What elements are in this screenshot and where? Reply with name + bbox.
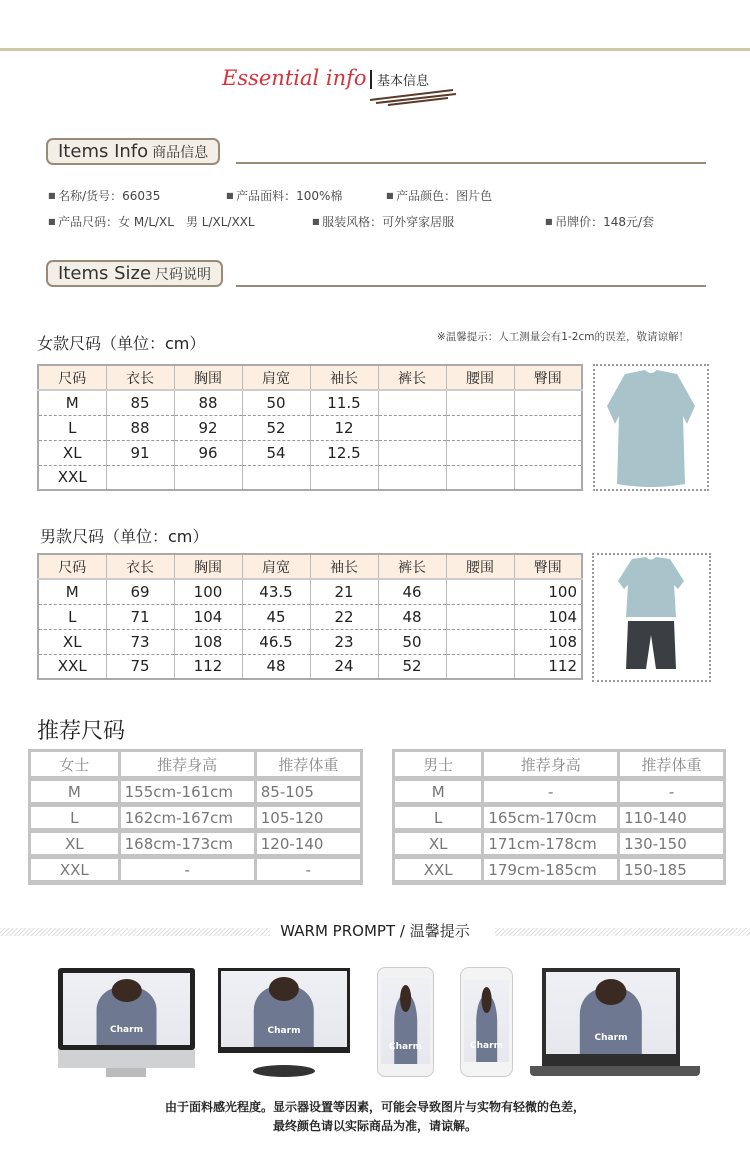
- table-cell: 130-150: [619, 831, 725, 857]
- section-divider: [236, 285, 706, 287]
- info-item-number: ■ 名称/货号：66035: [48, 187, 160, 204]
- table-cell: [514, 465, 582, 490]
- column-header: 裤长: [378, 365, 446, 390]
- table-cell: 54: [242, 440, 310, 465]
- table-cell: 108: [514, 629, 582, 654]
- column-header: 尺码: [38, 365, 106, 390]
- column-header: 腰围: [446, 365, 514, 390]
- table-cell: [446, 465, 514, 490]
- men-recommend-table: [392, 749, 726, 885]
- table-cell: 85: [106, 390, 174, 415]
- table-cell: [106, 465, 174, 490]
- table-cell: 112: [174, 654, 242, 679]
- imac-device: [58, 968, 195, 1050]
- table-cell: 52: [242, 415, 310, 440]
- table-cell: 21: [310, 579, 378, 604]
- color-disclaimer-line1: 由于面料感光程度。显示器设置等因素，可能会导致图片与实物有轻微的色差，: [164, 1100, 585, 1114]
- table-row: [38, 579, 582, 604]
- table-cell: XL: [38, 629, 106, 654]
- column-header: 衣长: [106, 365, 174, 390]
- laptop-base: [530, 1066, 700, 1076]
- screen-print-text: Charm: [470, 1040, 503, 1051]
- items-size-cn: 尺码说明: [155, 267, 212, 283]
- table-cell: [242, 465, 310, 490]
- table-cell: 71: [106, 604, 174, 629]
- measurement-note: ※温馨提示：人工测量会有1-2cm的误差，敬请谅解！: [437, 331, 689, 343]
- column-header: 臀围: [514, 554, 582, 579]
- table-cell: 43.5: [242, 579, 310, 604]
- table-cell: 179cm-185cm: [483, 857, 619, 883]
- info-color: ■ 产品颜色：图片色: [386, 187, 492, 204]
- table-cell: 112: [514, 654, 582, 679]
- items-size-label: [46, 260, 223, 287]
- men-outfit-image: [592, 553, 711, 682]
- top-divider: [0, 48, 750, 51]
- table-row: [394, 831, 725, 857]
- scribble-decoration: [368, 88, 458, 106]
- table-cell: 91: [106, 440, 174, 465]
- header-row: [394, 751, 725, 779]
- column-header: 推荐体重: [619, 751, 725, 779]
- column-header: 推荐身高: [483, 751, 619, 779]
- table-cell: 69: [106, 579, 174, 604]
- table-cell: -: [619, 779, 725, 805]
- table-cell: 96: [174, 440, 242, 465]
- table-row: [38, 465, 582, 490]
- women-size-title: 女款尺码（单位：cm）: [37, 334, 206, 353]
- column-header: 裤长: [378, 554, 446, 579]
- table-cell: 108: [174, 629, 242, 654]
- women-recommend-table: [28, 749, 363, 885]
- table-cell: 104: [514, 604, 582, 629]
- column-header: 胸围: [174, 365, 242, 390]
- essential-info-cn: 基本信息: [370, 70, 429, 89]
- table-cell: 11.5: [310, 390, 378, 415]
- table-cell: M: [38, 390, 106, 415]
- laptop-device: [542, 968, 680, 1068]
- table-cell: 73: [106, 629, 174, 654]
- items-info-cn: 商品信息: [152, 145, 209, 161]
- column-header: 推荐身高: [119, 751, 255, 779]
- table-cell: 46.5: [242, 629, 310, 654]
- table-cell: [378, 440, 446, 465]
- color-disclaimer-line2: 最终颜色请以实际商品为准，请谅解。: [272, 1119, 477, 1133]
- header-row: [30, 751, 362, 779]
- table-cell: 110-140: [619, 805, 725, 831]
- column-header: 女士: [30, 751, 120, 779]
- table-cell: 46: [378, 579, 446, 604]
- column-header: 男士: [394, 751, 483, 779]
- column-header: 臀围: [514, 365, 582, 390]
- table-cell: 12.5: [310, 440, 378, 465]
- table-row: [30, 857, 362, 883]
- table-cell: XXL: [38, 654, 106, 679]
- screen-print-text: Charm: [267, 1026, 301, 1037]
- table-cell: 165cm-170cm: [483, 805, 619, 831]
- warm-prompt-title: [0, 920, 750, 941]
- table-row: [38, 415, 582, 440]
- table-cell: M: [394, 779, 483, 805]
- table-cell: 92: [174, 415, 242, 440]
- column-header: 胸围: [174, 554, 242, 579]
- essential-info-title: Essential info: [222, 66, 367, 90]
- table-row: [38, 629, 582, 654]
- table-cell: 45: [242, 604, 310, 629]
- items-info-en: Items Info: [58, 141, 149, 162]
- table-row: [38, 390, 582, 415]
- table-cell: 48: [242, 654, 310, 679]
- table-cell: 24: [310, 654, 378, 679]
- table-cell: -: [483, 779, 619, 805]
- table-cell: 12: [310, 415, 378, 440]
- monitor-device: [218, 968, 350, 1053]
- table-cell: L: [38, 604, 106, 629]
- women-size-table: [37, 364, 583, 491]
- table-cell: L: [38, 415, 106, 440]
- column-header: 袖长: [310, 365, 378, 390]
- men-size-table: [37, 553, 583, 680]
- table-cell: XXL: [30, 857, 120, 883]
- table-cell: [446, 654, 514, 679]
- table-cell: 88: [106, 415, 174, 440]
- table-cell: 120-140: [255, 831, 361, 857]
- table-cell: -: [119, 857, 255, 883]
- table-cell: 104: [174, 604, 242, 629]
- section-divider: [236, 162, 706, 164]
- column-header: 衣长: [106, 554, 174, 579]
- header-row: [38, 365, 582, 390]
- screen-print-text: Charm: [594, 1032, 628, 1043]
- table-cell: [446, 390, 514, 415]
- table-cell: [514, 390, 582, 415]
- table-cell: L: [394, 805, 483, 831]
- items-size-en: Items Size: [58, 263, 152, 284]
- column-header: 推荐体重: [255, 751, 361, 779]
- info-fabric: ■ 产品面料：100%棉: [226, 187, 342, 204]
- table-cell: 48: [378, 604, 446, 629]
- women-shirt-image: [593, 364, 709, 491]
- screen-print-text: Charm: [389, 1041, 422, 1052]
- table-cell: M: [38, 579, 106, 604]
- table-cell: [310, 465, 378, 490]
- iphone-device: [460, 967, 513, 1077]
- table-row: [38, 440, 582, 465]
- table-cell: XL: [394, 831, 483, 857]
- table-cell: 171cm-178cm: [483, 831, 619, 857]
- table-cell: 22: [310, 604, 378, 629]
- table-row: [38, 654, 582, 679]
- table-cell: -: [255, 857, 361, 883]
- header-row: [38, 554, 582, 579]
- table-cell: 50: [242, 390, 310, 415]
- table-cell: L: [30, 805, 120, 831]
- table-row: [30, 831, 362, 857]
- info-price: ■ 吊牌价：148元/套: [545, 213, 654, 230]
- table-cell: [378, 465, 446, 490]
- imac-chin: [58, 1050, 195, 1068]
- table-cell: XL: [30, 831, 120, 857]
- column-header: 肩宽: [242, 365, 310, 390]
- imac-stand: [106, 1068, 146, 1077]
- warm-prompt-text: WARM PROMPT / 温馨提示: [270, 922, 479, 940]
- table-cell: XL: [38, 440, 106, 465]
- table-cell: [446, 579, 514, 604]
- table-cell: XXL: [394, 857, 483, 883]
- screen-print-text: Charm: [110, 1024, 143, 1035]
- table-cell: 52: [378, 654, 446, 679]
- table-cell: [446, 629, 514, 654]
- phone-device: [377, 967, 434, 1077]
- recommend-title: 推荐尺码: [37, 719, 126, 744]
- column-header: 袖长: [310, 554, 378, 579]
- table-cell: 85-105: [255, 779, 361, 805]
- table-cell: 75: [106, 654, 174, 679]
- table-cell: [514, 440, 582, 465]
- table-cell: [446, 604, 514, 629]
- table-cell: [378, 390, 446, 415]
- table-row: [394, 857, 725, 883]
- table-row: [30, 805, 362, 831]
- table-row: [38, 604, 582, 629]
- table-cell: M: [30, 779, 120, 805]
- table-cell: [378, 415, 446, 440]
- info-sizes: ■ 产品尺码：女 M/L/XL 男 L/XL/XXL: [48, 213, 255, 230]
- table-cell: 100: [514, 579, 582, 604]
- table-cell: 105-120: [255, 805, 361, 831]
- table-cell: 155cm-161cm: [119, 779, 255, 805]
- table-cell: 100: [174, 579, 242, 604]
- table-row: [30, 779, 362, 805]
- table-cell: [446, 415, 514, 440]
- table-cell: [446, 440, 514, 465]
- table-cell: 88: [174, 390, 242, 415]
- men-size-title: 男款尺码（单位：cm）: [40, 527, 209, 546]
- items-info-label: [46, 138, 220, 165]
- table-cell: [174, 465, 242, 490]
- table-cell: 50: [378, 629, 446, 654]
- table-row: [394, 779, 725, 805]
- table-cell: [514, 415, 582, 440]
- monitor-stand: [253, 1065, 315, 1077]
- table-cell: 168cm-173cm: [119, 831, 255, 857]
- column-header: 尺码: [38, 554, 106, 579]
- column-header: 肩宽: [242, 554, 310, 579]
- info-style: ■ 服装风格：可外穿家居服: [312, 213, 454, 230]
- column-header: 腰围: [446, 554, 514, 579]
- table-row: [394, 805, 725, 831]
- table-cell: 162cm-167cm: [119, 805, 255, 831]
- table-cell: XXL: [38, 465, 106, 490]
- table-cell: 23: [310, 629, 378, 654]
- table-cell: 150-185: [619, 857, 725, 883]
